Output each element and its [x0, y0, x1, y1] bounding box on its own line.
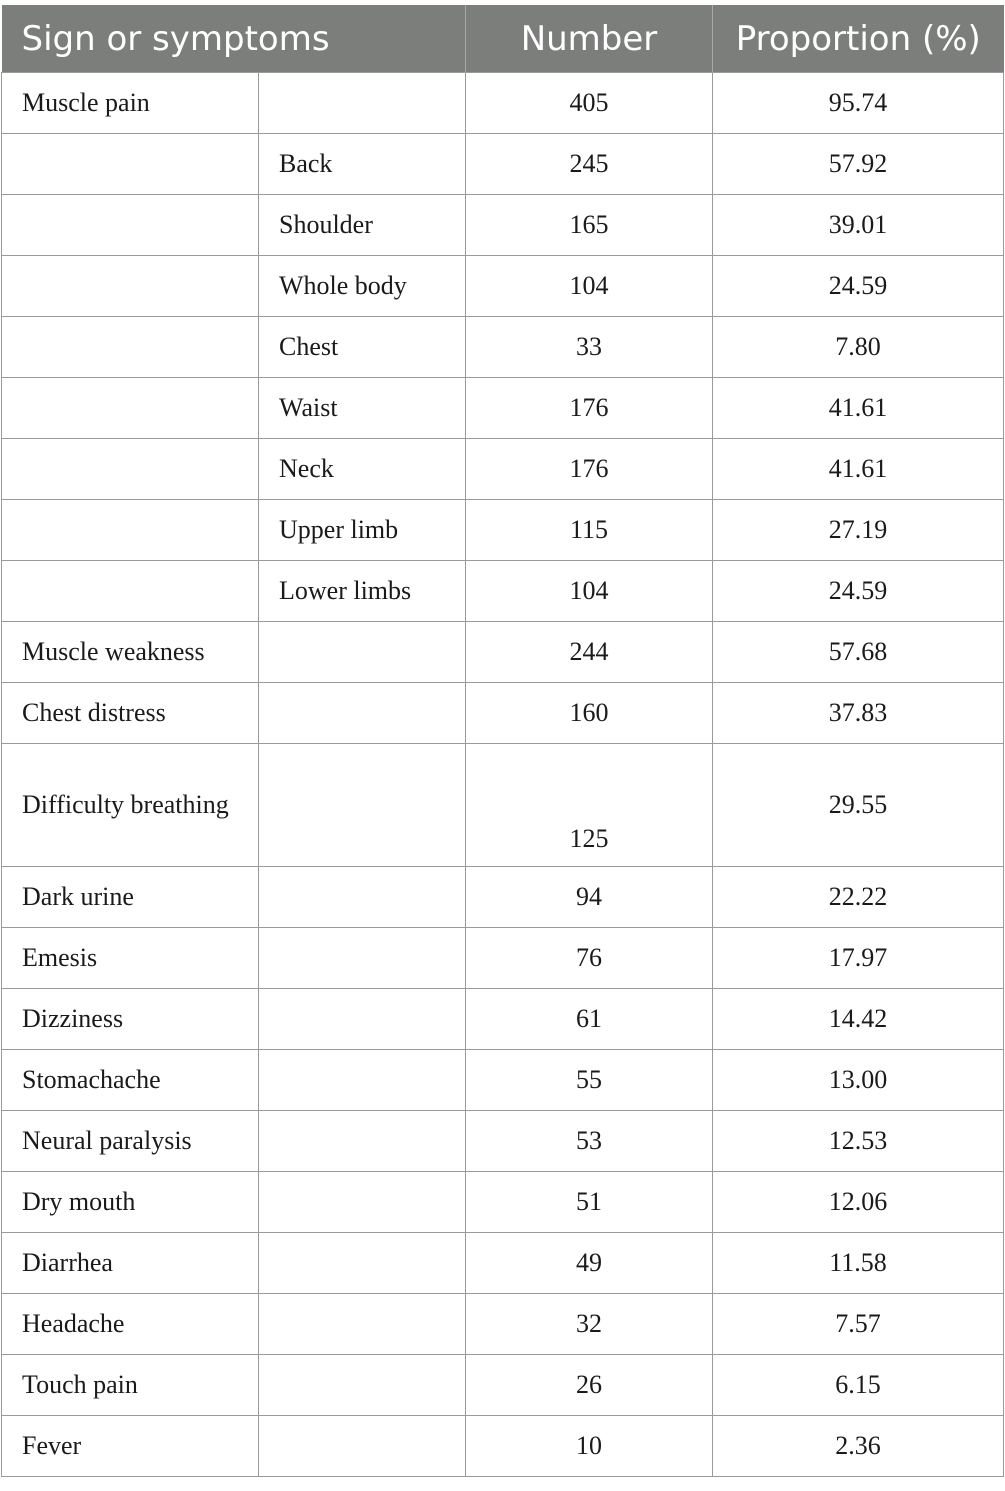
cell-subsite [259, 744, 466, 867]
cell-sign: Difficulty breathing [2, 744, 259, 867]
cell-subsite: Back [259, 134, 466, 195]
cell-subsite: Whole body [259, 256, 466, 317]
cell-proportion: 41.61 [713, 378, 1004, 439]
table-row [2, 378, 1004, 439]
cell-subsite [259, 928, 466, 989]
cell-subsite [259, 867, 466, 928]
cell-subsite [259, 1111, 466, 1172]
cell-proportion: 24.59 [713, 561, 1004, 622]
cell-number: 244 [466, 622, 713, 683]
cell-proportion: 7.57 [713, 1294, 1004, 1355]
table-row [2, 1355, 1004, 1416]
cell-proportion: 39.01 [713, 195, 1004, 256]
cell-proportion: 27.19 [713, 500, 1004, 561]
cell-subsite: Shoulder [259, 195, 466, 256]
table-row [2, 683, 1004, 744]
header-row [2, 5, 1004, 73]
cell-sign: Touch pain [2, 1355, 259, 1416]
cell-number: 49 [466, 1233, 713, 1294]
cell-sign: Diarrhea [2, 1233, 259, 1294]
cell-number: 51 [466, 1172, 713, 1233]
table-row [2, 867, 1004, 928]
table-row [2, 1416, 1004, 1477]
cell-sign [2, 256, 259, 317]
table-row [2, 439, 1004, 500]
cell-subsite [259, 1416, 466, 1477]
table-row [2, 317, 1004, 378]
cell-number: 405 [466, 73, 713, 134]
table-header [2, 5, 1004, 73]
cell-proportion: 57.68 [713, 622, 1004, 683]
cell-proportion: 13.00 [713, 1050, 1004, 1111]
cell-proportion: 41.61 [713, 439, 1004, 500]
cell-number: 176 [466, 439, 713, 500]
table-row [2, 500, 1004, 561]
cell-sign [2, 195, 259, 256]
cell-subsite [259, 683, 466, 744]
cell-number: 61 [466, 989, 713, 1050]
cell-proportion: 17.97 [713, 928, 1004, 989]
cell-proportion: 6.15 [713, 1355, 1004, 1416]
cell-subsite [259, 1172, 466, 1233]
cell-sign: Stomachache [2, 1050, 259, 1111]
cell-number: 26 [466, 1355, 713, 1416]
cell-sign: Fever [2, 1416, 259, 1477]
cell-sign: Dizziness [2, 989, 259, 1050]
cell-sign: Dark urine [2, 867, 259, 928]
table-row [2, 1233, 1004, 1294]
cell-subsite [259, 1050, 466, 1111]
cell-sign: Muscle pain [2, 73, 259, 134]
cell-proportion: 22.22 [713, 867, 1004, 928]
cell-sign: Headache [2, 1294, 259, 1355]
cell-number: 32 [466, 1294, 713, 1355]
cell-number: 125 [466, 744, 713, 867]
cell-proportion: 7.80 [713, 317, 1004, 378]
cell-proportion: 12.06 [713, 1172, 1004, 1233]
cell-proportion: 11.58 [713, 1233, 1004, 1294]
table-row [2, 622, 1004, 683]
table-row [2, 73, 1004, 134]
cell-subsite [259, 73, 466, 134]
table-row [2, 989, 1004, 1050]
cell-sign [2, 561, 259, 622]
cell-number: 115 [466, 500, 713, 561]
table-row [2, 134, 1004, 195]
cell-number: 165 [466, 195, 713, 256]
cell-number: 55 [466, 1050, 713, 1111]
cell-sign [2, 439, 259, 500]
table-row [2, 1294, 1004, 1355]
cell-sign: Muscle weakness [2, 622, 259, 683]
cell-number: 33 [466, 317, 713, 378]
table-row [2, 1111, 1004, 1172]
cell-proportion: 29.55 [713, 744, 1004, 867]
cell-proportion: 57.92 [713, 134, 1004, 195]
cell-sign: Neural paralysis [2, 1111, 259, 1172]
cell-number: 176 [466, 378, 713, 439]
cell-sign [2, 317, 259, 378]
cell-number: 10 [466, 1416, 713, 1477]
cell-subsite [259, 1294, 466, 1355]
cell-subsite [259, 1233, 466, 1294]
cell-number: 160 [466, 683, 713, 744]
cell-subsite [259, 1355, 466, 1416]
cell-subsite: Neck [259, 439, 466, 500]
table-row [2, 195, 1004, 256]
header-proportion: Proportion (%) [713, 5, 1004, 73]
cell-sign: Emesis [2, 928, 259, 989]
cell-sign [2, 134, 259, 195]
cell-subsite: Waist [259, 378, 466, 439]
cell-number: 104 [466, 256, 713, 317]
cell-proportion: 12.53 [713, 1111, 1004, 1172]
cell-sign [2, 500, 259, 561]
table-body [2, 73, 1004, 1477]
cell-number: 94 [466, 867, 713, 928]
cell-proportion: 2.36 [713, 1416, 1004, 1477]
cell-proportion: 24.59 [713, 256, 1004, 317]
cell-sign [2, 378, 259, 439]
cell-number: 245 [466, 134, 713, 195]
table-row [2, 1050, 1004, 1111]
table-row [2, 744, 1004, 867]
cell-number: 76 [466, 928, 713, 989]
table-row [2, 928, 1004, 989]
cell-subsite: Lower limbs [259, 561, 466, 622]
cell-subsite [259, 989, 466, 1050]
table-row [2, 561, 1004, 622]
cell-subsite [259, 622, 466, 683]
cell-subsite: Chest [259, 317, 466, 378]
cell-sign: Dry mouth [2, 1172, 259, 1233]
table-row [2, 1172, 1004, 1233]
table-row [2, 256, 1004, 317]
symptoms-table [1, 5, 1004, 1477]
cell-proportion: 37.83 [713, 683, 1004, 744]
cell-number: 53 [466, 1111, 713, 1172]
header-sign-or-symptoms: Sign or symptoms [2, 5, 466, 73]
cell-subsite: Upper limb [259, 500, 466, 561]
cell-proportion: 95.74 [713, 73, 1004, 134]
cell-number: 104 [466, 561, 713, 622]
cell-sign: Chest distress [2, 683, 259, 744]
cell-proportion: 14.42 [713, 989, 1004, 1050]
header-number: Number [466, 5, 713, 73]
